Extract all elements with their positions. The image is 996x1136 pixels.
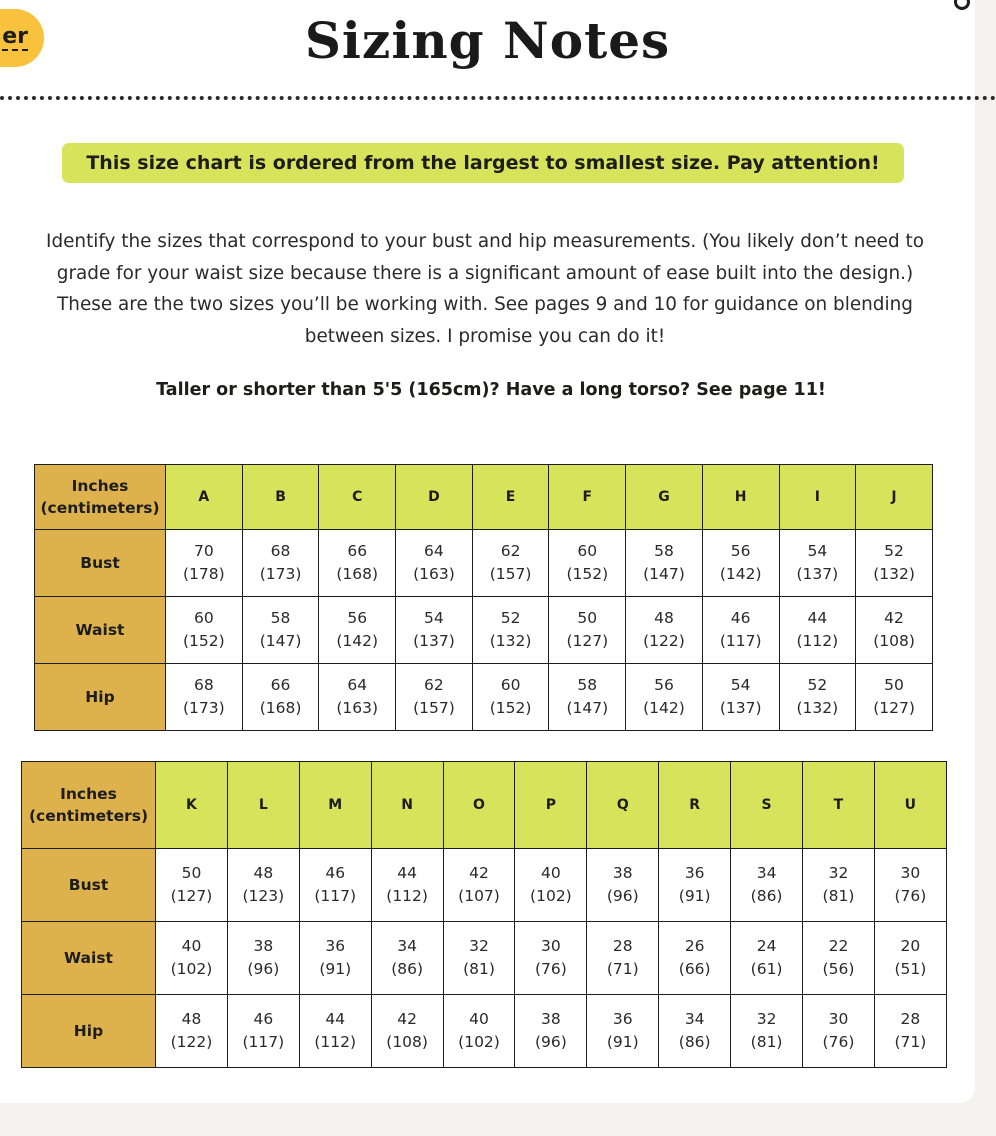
table-cell: 58 (147) <box>242 597 319 664</box>
table-cell: 38 (96) <box>515 995 587 1068</box>
table-cell: 52 (132) <box>856 530 933 597</box>
intro-paragraph: Identify the sizes that correspond to your bust and hip measurements. (You likely don’t need to grade for your waist size because there is a significant amount of ease built into the design.) These are the two sizes you’ll be working with. See pages 9 and 10 for guidance on blending between sizes. I promise you can do it! <box>46 231 924 347</box>
table-cell: 28 (71) <box>587 922 659 995</box>
units-header-line2: (centimeters) <box>28 807 149 825</box>
size-header: K <box>156 762 228 849</box>
table-cell: 64 (163) <box>396 530 473 597</box>
table-cell: 38 (96) <box>587 849 659 922</box>
table-cell: 40 (102) <box>156 922 228 995</box>
table-cell: 56 (142) <box>626 664 703 731</box>
table-cell: 42 (108) <box>371 995 443 1068</box>
badge-label: er <box>2 24 28 49</box>
table-cell: 34 (86) <box>371 922 443 995</box>
table-row-bust <box>35 530 933 597</box>
table-cell: 36 (91) <box>299 922 371 995</box>
size-header: P <box>515 762 587 849</box>
size-header: H <box>702 465 779 530</box>
size-header: F <box>549 465 626 530</box>
units-header <box>22 762 156 849</box>
table-cell: 34 (86) <box>659 995 731 1068</box>
table-cell: 44 (112) <box>299 995 371 1068</box>
size-header: E <box>472 465 549 530</box>
table-cell: 48 (122) <box>626 597 703 664</box>
table-row-bust <box>22 849 947 922</box>
table-cell: 62 (157) <box>472 530 549 597</box>
size-header: A <box>166 465 243 530</box>
size-header: T <box>803 762 875 849</box>
row-label: Hip <box>22 995 156 1068</box>
table-cell: 36 (91) <box>587 995 659 1068</box>
table-cell: 48 (123) <box>227 849 299 922</box>
table-cell: 42 (107) <box>443 849 515 922</box>
table-cell: 48 (122) <box>156 995 228 1068</box>
table-cell: 68 (173) <box>242 530 319 597</box>
table-cell: 68 (173) <box>166 664 243 731</box>
table-cell: 40 (102) <box>515 849 587 922</box>
table-cell: 56 (142) <box>319 597 396 664</box>
size-header: S <box>731 762 803 849</box>
size-header: D <box>396 465 473 530</box>
units-header <box>35 465 166 530</box>
table-cell: 58 (147) <box>626 530 703 597</box>
table-cell: 32 (81) <box>803 849 875 922</box>
table-cell: 42 (108) <box>856 597 933 664</box>
table-cell: 44 (112) <box>371 849 443 922</box>
table-header-row <box>35 465 933 530</box>
table-row-waist <box>22 922 947 995</box>
table-cell: 28 (71) <box>874 995 946 1068</box>
row-label: Waist <box>35 597 166 664</box>
table-cell: 58 (147) <box>549 664 626 731</box>
units-header-line1: Inches <box>60 785 117 803</box>
size-header: J <box>856 465 933 530</box>
size-chart-table-k-u <box>21 761 947 1068</box>
page-title: Sizing Notes <box>304 11 671 70</box>
table-cell: 60 (152) <box>166 597 243 664</box>
units-header-line2: (centimeters) <box>40 499 160 517</box>
table-cell: 30 (76) <box>515 922 587 995</box>
table-cell: 40 (102) <box>443 995 515 1068</box>
table-cell: 60 (152) <box>549 530 626 597</box>
size-header: O <box>443 762 515 849</box>
table-cell: 54 (137) <box>396 597 473 664</box>
size-chart-table-a-j <box>34 464 933 731</box>
table-cell: 64 (163) <box>319 664 396 731</box>
size-header: B <box>242 465 319 530</box>
table-cell: 54 (137) <box>702 664 779 731</box>
table-cell: 30 (76) <box>803 995 875 1068</box>
table-cell: 32 (81) <box>731 995 803 1068</box>
size-header: R <box>659 762 731 849</box>
table-cell: 50 (127) <box>156 849 228 922</box>
table-cell: 24 (61) <box>731 922 803 995</box>
table-cell: 44 (112) <box>779 597 856 664</box>
dotted-divider <box>0 96 996 100</box>
table-cell: 62 (157) <box>396 664 473 731</box>
table-cell: 26 (66) <box>659 922 731 995</box>
table-cell: 66 (168) <box>242 664 319 731</box>
warning-callout: This size chart is ordered from the largest to smallest size. Pay attention! <box>62 143 904 183</box>
size-header: L <box>227 762 299 849</box>
height-tip: Taller or shorter than 5'5 (165cm)? Have a long torso? See page 11! <box>156 380 826 400</box>
table-cell: 52 (132) <box>779 664 856 731</box>
table-cell: 66 (168) <box>319 530 396 597</box>
table-cell: 22 (56) <box>803 922 875 995</box>
table-cell: 46 (117) <box>299 849 371 922</box>
row-label: Hip <box>35 664 166 731</box>
table-cell: 30 (76) <box>874 849 946 922</box>
table-cell: 54 (137) <box>779 530 856 597</box>
table-cell: 70 (178) <box>166 530 243 597</box>
table-cell: 46 (117) <box>702 597 779 664</box>
table-cell: 56 (142) <box>702 530 779 597</box>
size-header: Q <box>587 762 659 849</box>
table-cell: 46 (117) <box>227 995 299 1068</box>
table-row-waist <box>35 597 933 664</box>
table-cell: 60 (152) <box>472 664 549 731</box>
table-cell: 38 (96) <box>227 922 299 995</box>
size-header: M <box>299 762 371 849</box>
table-cell: 32 (81) <box>443 922 515 995</box>
table-cell: 34 (86) <box>731 849 803 922</box>
table-cell: 50 (127) <box>856 664 933 731</box>
table-cell: 52 (132) <box>472 597 549 664</box>
size-header: N <box>371 762 443 849</box>
row-label: Bust <box>35 530 166 597</box>
row-label: Waist <box>22 922 156 995</box>
table-row-hip <box>22 995 947 1068</box>
size-header: G <box>626 465 703 530</box>
size-header: C <box>319 465 396 530</box>
table-cell: 20 (51) <box>874 922 946 995</box>
row-label: Bust <box>22 849 156 922</box>
table-header-row <box>22 762 947 849</box>
table-row-hip <box>35 664 933 731</box>
table-cell: 36 (91) <box>659 849 731 922</box>
size-header: I <box>779 465 856 530</box>
table-cell: 50 (127) <box>549 597 626 664</box>
size-header: U <box>874 762 946 849</box>
units-header-line1: Inches <box>71 477 129 495</box>
